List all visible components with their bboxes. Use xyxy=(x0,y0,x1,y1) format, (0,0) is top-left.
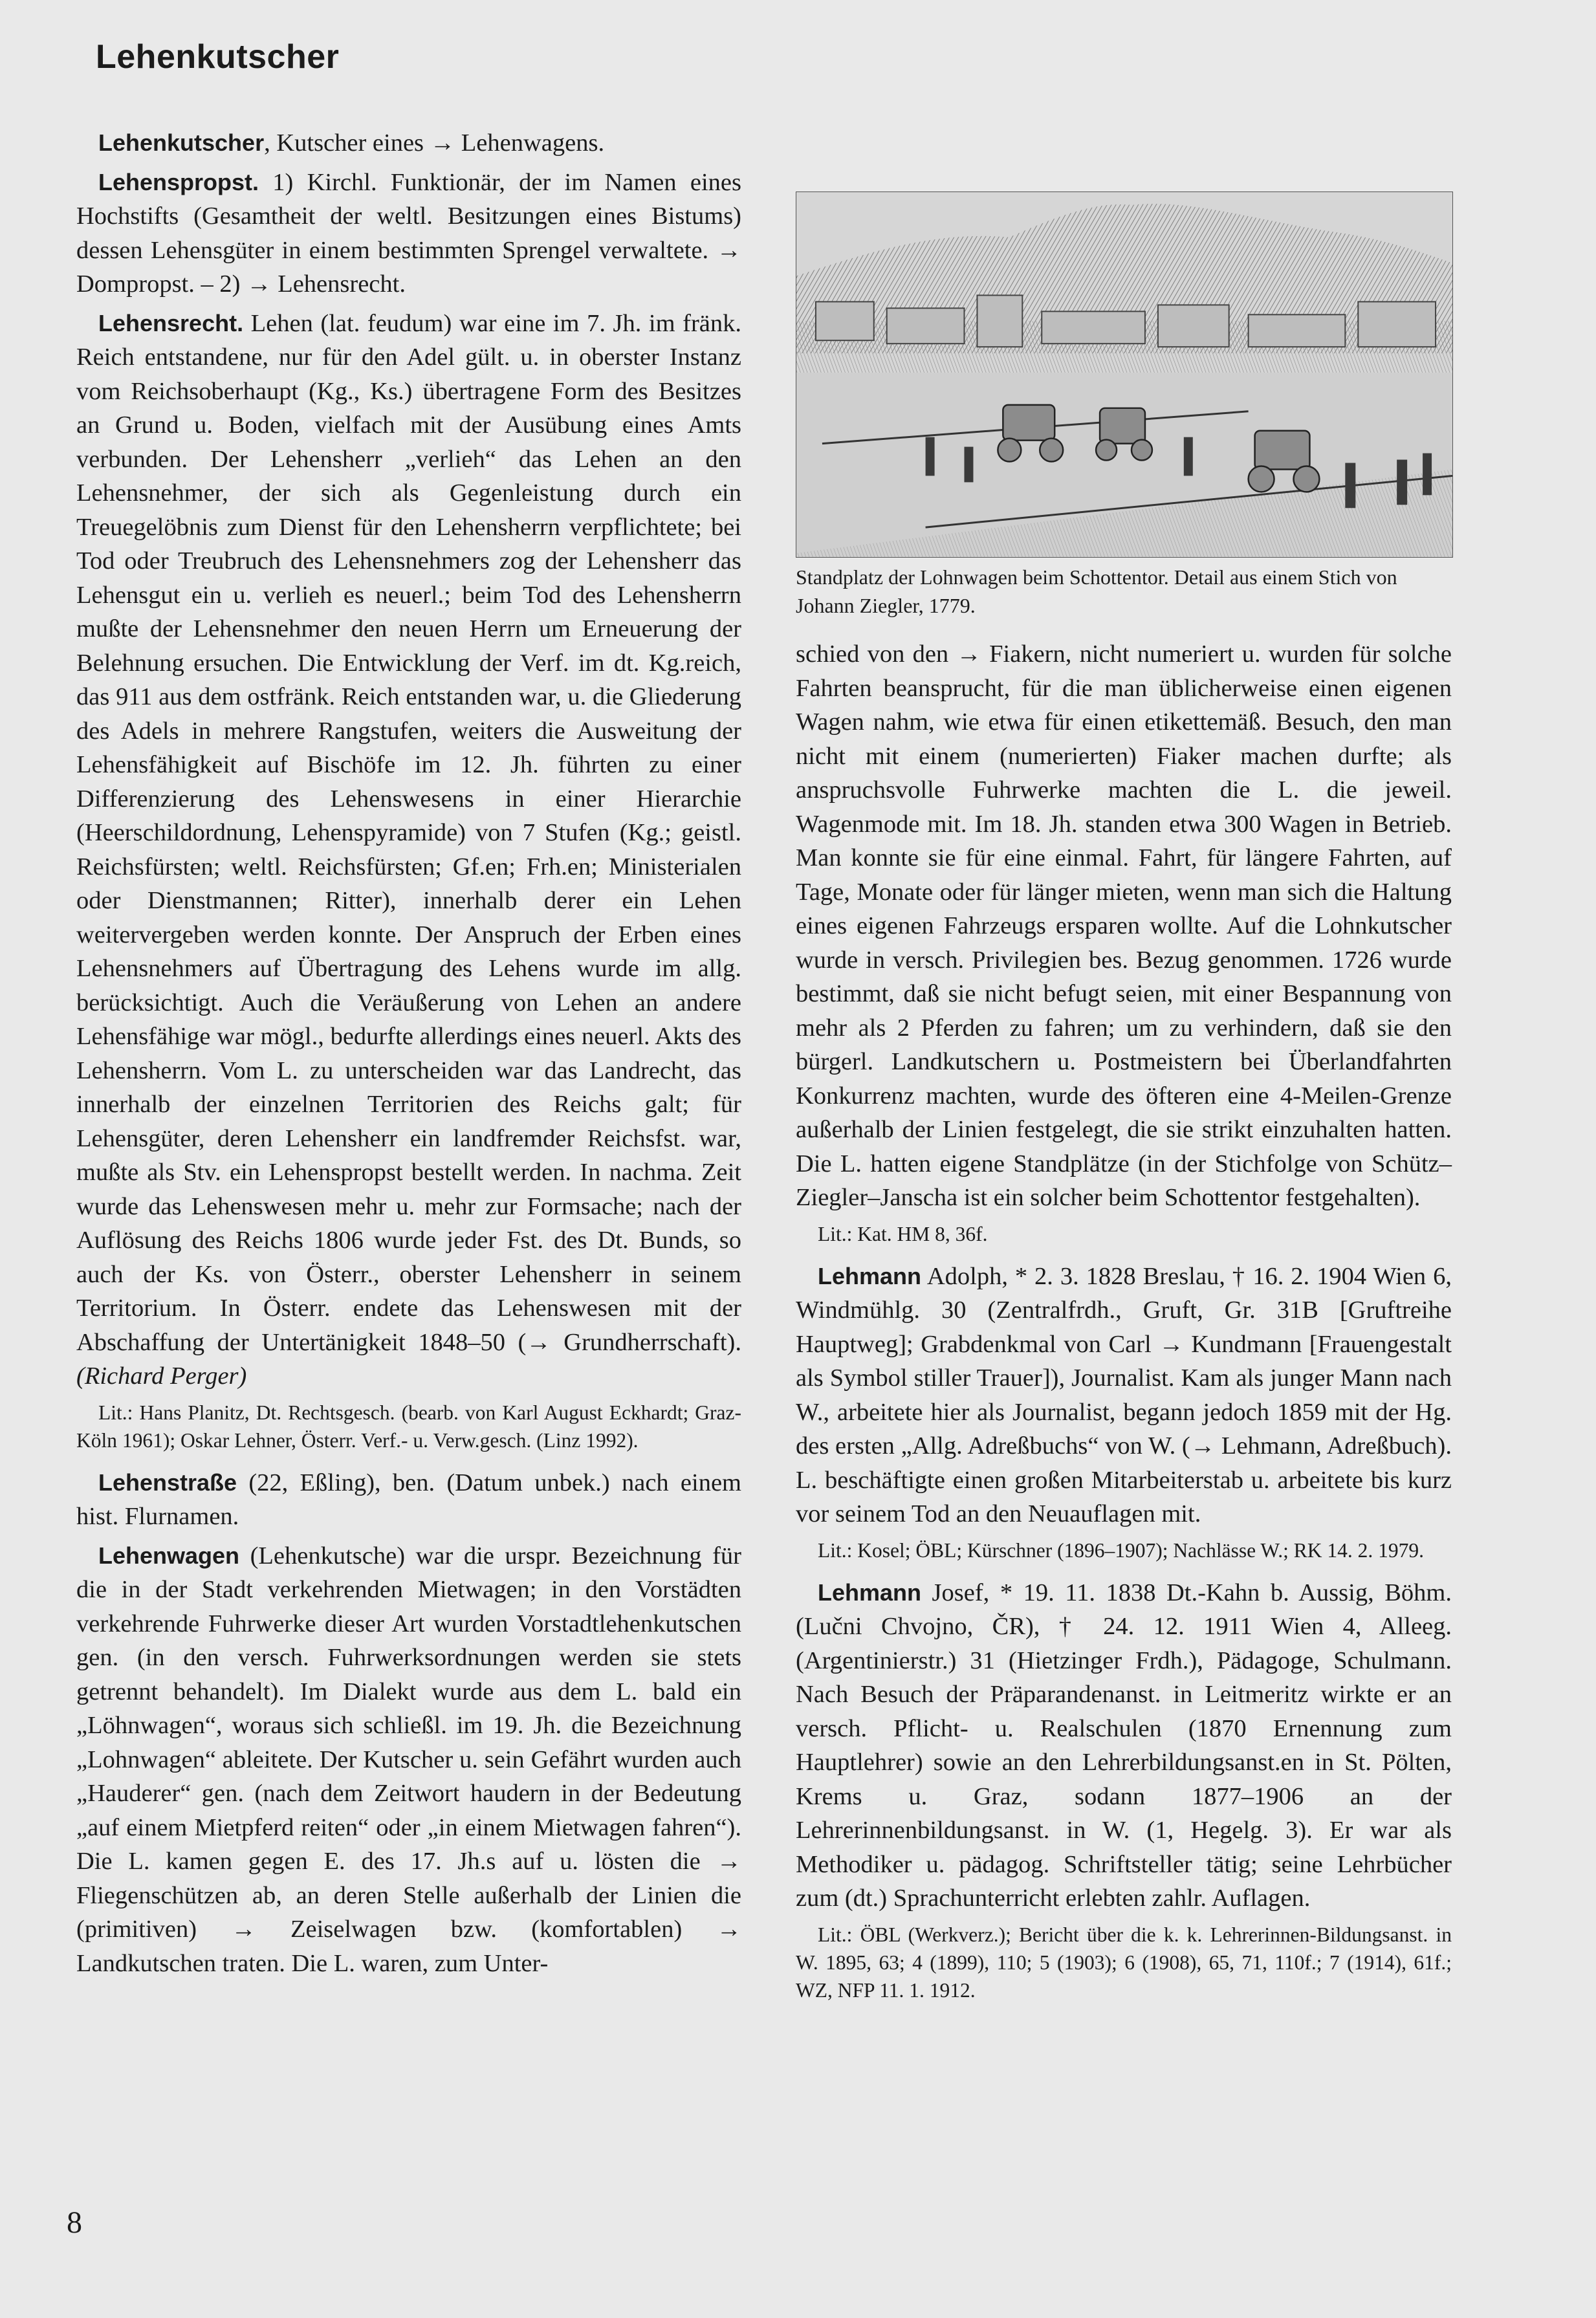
entry-lehmann-adolph xyxy=(796,1260,1452,1531)
literature-note: Lit.: Kosel; ÖBL; Kürschner (1896–1907); Nachlässe W.; RK 14. 2. 1979. xyxy=(818,1538,1425,1562)
entry-lehmann-josef xyxy=(796,1576,1452,1916)
literature-note: Lit.: ÖBL (Werkverz.); Bericht über die k. k. Lehrerinnen-Bildungsanst. in W. 1895, 63; 4 (1899), 110; 5 (1903); 6 (1908), 65, 71, 110f.; 7 (1914), 61f.; WZ, NFP 11. 1. 1912. xyxy=(796,1923,1452,2002)
lemma: Lehenkutscher xyxy=(98,129,265,156)
entry-author: (Richard Perger) xyxy=(76,1362,247,1390)
entry-continuation: schied von den → Fiakern, nicht numeriert u. wurden für solche Fahrten beansprucht, für die man üblicherweise einen eigenen Wagen nahm, wie etwa für einen etikettemäß. Besuch, den man nicht mit einem (numerierten) Fiaker machen durfte; als anspruchsvolle Fuhrwerke machten die L. die jeweil. Wagenmode mit. Im 18. Jh. standen etwa 300 Wagen in Betrieb. Man konnte sie für eine einmal. Fahrt, für längere Fahrten, auf Tage, Monate oder für länger mieten, wenn man sich die Haltung eines eigenen Fahrzeugs ersparen wollte. Auf die Lohnkutscher wurde in versch. Privilegien bes. Bezug genommen. 1726 wurde bestimmt, daß sie nicht befugt seien, mit einer Bespannung von mehr als 2 Pferden zu fahren; um zu verhindern, daß sie den bürgerl. Landkutschern u. Postmeistern bei Überlandfahrten Konkurrenz machten, wurde des öfteren eine 4-Meilen-Grenze außerhalb der Linien festgelegt, die sie strikt einzuhalten hatten. Die L. hatten eigene Standplätze (in der Stichfolge von Schütz–Ziegler–Janscha ist ein solcher beim Schottentor festgehalten). xyxy=(796,640,1452,1211)
entry-text: , Kutscher eines → Lehenwagens. xyxy=(264,129,605,157)
literature-note: Lit.: Kat. HM 8, 36f. xyxy=(818,1222,988,1245)
entry-text: Josef, * 19. 11. 1838 Dt.-Kahn b. Aussig, Böhm. (Lučni Chvojno, ČR), † 24. 12. 1911 Wien 4, Alleeg. (Argentinierstr.) 31 (Hietzinger Frdh.), Pädagoge, Schulmann. Nach Besuch der Präparandenanst. in Leitmeritz wirkte er an versch. Pflicht- u. Realschulen (1870 Ernennung zum Hauptlehrer) sowie an den Lehrerbildungsanst.en in St. Pölten, Krems u. Graz, sodann 1877–1906 an der Lehrerinnenbildungsanst. in W. (1, Hegelg. 3). Er war als Methodiker u. pädagog. Schriftsteller tätig; seine Lehrbücher zum (dt.) Sprachunterricht erlebten zahlr. Auflagen. xyxy=(796,1579,1452,1912)
lemma: Lehenstraße xyxy=(98,1469,237,1496)
entry-text: Adolph, * 2. 3. 1828 Breslau, † 16. 2. 1904 Wien 6, Windmühlg. 30 (Zentralfrdh., Gruft, Gr. 31B [Gruftreihe Hauptweg]; Grabdenkmal von Carl → Kundmann [Frauengestalt als Symbol stiller Trauer]), Journalist. Kam als junger Mann nach W., arbeitete hier als Journalist, begann jedoch 1859 mit der Hg. des ersten „Allg. Adreßbuchs“ von W. (→ Lehmann, Adreßbuch). L. beschäftigte einen großen Mitarbeiterstab u. arbeitete bis kurz vor seinem Tod an den Neuauflagen mit. xyxy=(796,1262,1452,1527)
lemma: Lehmann xyxy=(818,1579,922,1606)
page-number: 8 xyxy=(67,2205,82,2240)
entry-text: Lehen (lat. feudum) war eine im 7. Jh. im fränk. Reich entstandene, nur für den Adel gült. u. in oberster Instanz vom Reichsoberhaupt (Kg., Ks.) übertragene Form des Besitzes an Grund u. Boden, vielfach mit der Ausübung eines Amts verbunden. Der Lehensherr „verlieh“ das Lehen an den Lehensnehmer, der sich als Gegenleistung durch ein Treuegelöbnis zum Dienst für den Lehensherrn verpflichtete; bei Tod oder Treubruch des Lehensnehmers zog der Lehensherr das Lehensgut ein u. verlieh es neuerl.; beim Tod des Lehensherrn mußte der Lehensnehmer den neuen Herrn um Erneuerung der Belehnung ersuchen. Die Entwicklung der Verf. im dt. Kg.reich, das 911 aus dem ostfränk. Reich entstanden war, u. die Gliederung des Adels in mehrere Rangstufen, weiters die Ausweitung der Lehensfähigkeit auf Bischöfe im 12. Jh. führten zu einer Differenzierung des Lehenswesens in einer Hierarchie (Heerschildordnung, Lehenspyramide) von 7 Stufen (Kg.; geistl. Reichsfürsten; weltl. Reichsfürsten; Gf.en; Frh.en; Ministerialen oder Dienstmannen; Ritter), innerhalb derer ein Lehen weitervergeben werden konnte. Der Anspruch der Erben eines Lehensnehmers auf Übertragung des Lehens wurde im allg. berücksichtigt. Auch die Veräußerung von Lehen an andere Lehensfähige war mögl., bedurfte allerdings eines neuerl. Akts des Lehensherrn. Vom L. zu unterscheiden war das Landrecht, das innerhalb der einzelnen Territorien des Reichs galt; für Lehensgüter, deren Lehensherr ein landfremder Reichsfst. war, mußte als Stv. ein Lehenspropst bestellt werden. In nachma. Zeit wurde das Lehenswesen mehr u. mehr zur Formsache; nach der Auflösung des Reichs 1806 wurde jeder Fst. des Dt. Bunds, so auch der Ks. von Österr., oberster Lehensherr in seinem Territorium. In Österr. endete das Lehenswesen mit der Abschaffung der Untertänigkeit 1848–50 (→ Grundherrschaft). xyxy=(76,309,741,1356)
entry-lehensrecht xyxy=(76,307,741,1394)
literature-note: Lit.: Hans Planitz, Dt. Rechtsgesch. (bearb. von Karl August Eckhardt; Graz-Köln 1961); Oskar Lehner, Österr. Verf.- u. Verw.gesch. (Linz 1992). xyxy=(76,1401,741,1452)
entry-lehenstrasse xyxy=(76,1466,741,1534)
lemma: Lehenspropst. xyxy=(98,168,259,195)
entry-lehenwagen xyxy=(76,1539,741,1981)
entry-lehenkutscher xyxy=(76,126,741,160)
engraving-figure xyxy=(796,191,1453,620)
left-column xyxy=(76,126,741,1985)
entry-lehenspropst xyxy=(76,166,741,301)
lemma: Lehensrecht. xyxy=(98,309,244,336)
entry-text: (22, Eßling), ben. (Datum unbek.) nach einem hist. Flurnamen. xyxy=(76,1469,741,1530)
figure-caption: Standplatz der Lohnwagen beim Schottentor. Detail aus einem Stich von Johann Ziegler, 1779. xyxy=(796,565,1397,617)
engraving-image xyxy=(796,191,1453,558)
running-header: Lehenkutscher xyxy=(96,38,340,76)
entry-text: (Lehenkutsche) war die urspr. Bezeichnung für die in der Stadt verkehrenden Mietwagen; in den Vorstädten verkehrende Fuhrwerke dieser Art wurden Vorstadtlehenkutschen gen. (in den versch. Fuhrwerksordnungen werden sie stets getrennt behandelt). Im Dialekt wurde aus dem L. bald ein „Löhnwagen“, woraus sich schließl. im 19. Jh. die Bezeichnung „Lohnwagen“ ableitete. Der Kutscher u. sein Gefährt wurden auch „Hauderer“ gen. (nach dem Zeitwort haudern in der Bedeutung „auf einem Mietpferd reiten“ oder „in einem Mietwagen fahren“). Die L. kamen gegen E. des 17. Jh.s auf u. lösten die → Fliegenschützen ab, an deren Stelle außerhalb der Linien die (primitiven) → Zeiselwagen bzw. (komfortablen) → Landkutschen traten. Die L. waren, zum Unter- xyxy=(76,1542,741,1977)
lemma: Lehmann xyxy=(818,1262,922,1289)
entry-text: 1) Kirchl. Funktionär, der im Namen eines Hochstifts (Gesamtheit der weltl. Besitzungen eines Bistums) dessen Lehensgüter in einem bestimmten Sprengel verwaltete. → Dompropst. – 2) → Lehensrecht. xyxy=(76,168,741,298)
lemma: Lehenwagen xyxy=(98,1542,240,1569)
right-column xyxy=(796,637,1452,2016)
